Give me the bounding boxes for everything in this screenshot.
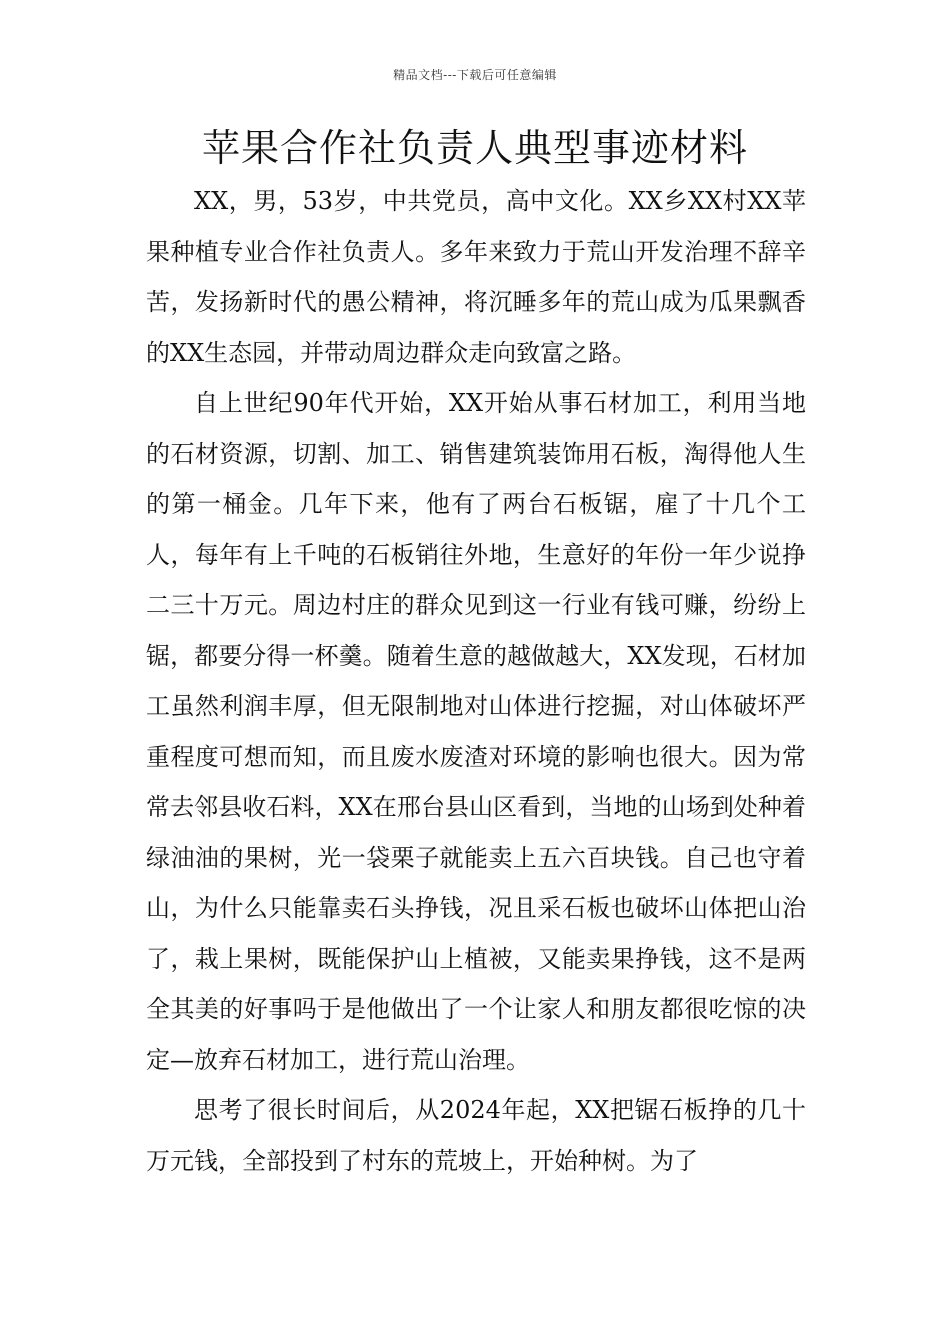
body-paragraph: 思考了很长时间后，从2024年起，XX把锯石板挣的几十万元钱，全部投到了村东的荒坡上，开始种树。为了 xyxy=(146,1096,806,1175)
document-body xyxy=(146,176,806,1186)
body-paragraph: XX，男，53岁，中共党员，高中文化。XX乡XX村XX苹果种植专业合作社负责人。多年来致力于荒山开发治理不辞辛苦，发扬新时代的愚公精神，将沉睡多年的荒山成为瓜果飘香的XX生态园，并带动周边群众走向致富之路。 xyxy=(146,187,806,367)
body-paragraph: 自上世纪90年代开始，XX开始从事石材加工，利用当地的石材资源，切割、加工、销售建筑装饰用石板，淘得他人生的第一桶金。几年下来，他有了两台石板锯，雇了十几个工人，每年有上千吨的石板销往外地，生意好的年份一年少说挣二三十万元。周边村庄的群众见到这一行业有钱可赚，纷纷上锯，都要分得一杯羹。随着生意的越做越大，XX发现，石材加工虽然利润丰厚，但无限制地对山体进行挖掘，对山体破坏严重程度可想而知，而且废水废渣对环境的影响也很大。因为常常去邻县收石料，XX在邢台县山区看到，当地的山场到处种着绿油油的果树，光一袋栗子就能卖上五六百块钱。自己也守着山，为什么只能靠卖石头挣钱，况且采石板也破坏山体把山治了，栽上果树，既能保护山上植被，又能卖果挣钱，这不是两全其美的好事吗于是他做出了一个让家人和朋友都很吃惊的决定—放弃石材加工，进行荒山治理。 xyxy=(146,389,806,1074)
header-note: 精品文档---下载后可任意编辑 xyxy=(393,68,557,82)
document-title: 苹果合作社负责人典型事迹材料 xyxy=(201,126,748,170)
